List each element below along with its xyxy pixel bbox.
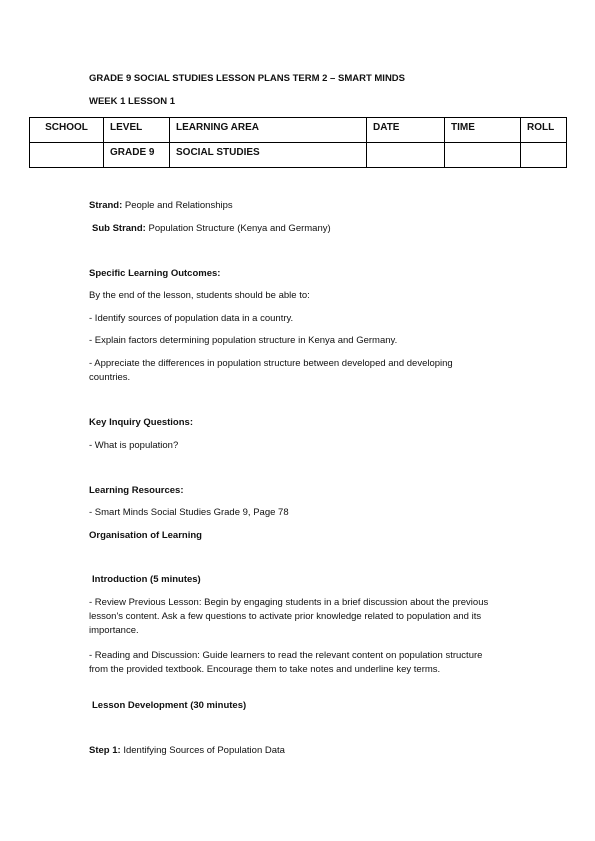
introduction-item: - Reading and Discussion: Guide learners to read the relevant content on population structure from the provided textbook. Encourage them to take notes and underline key terms.	[89, 650, 483, 675]
sub-strand-value: Population Structure (Kenya and Germany)	[145, 223, 331, 234]
strand-value: People and Relationships	[122, 200, 233, 211]
inquiry-item: - What is population?	[89, 440, 179, 451]
lesson-info-table	[29, 117, 567, 168]
outcomes-heading: Specific Learning Outcomes:	[89, 268, 221, 279]
table-header-cell: LEVEL	[104, 118, 170, 143]
organisation-heading: Organisation of Learning	[89, 530, 202, 541]
table-cell	[367, 143, 445, 168]
strand-label: Strand:	[89, 200, 123, 211]
table-cell: SOCIAL STUDIES	[170, 143, 367, 168]
outcome-item: - Explain factors determining population structure in Kenya and Germany.	[89, 335, 398, 346]
sub-strand-label: Sub Strand:	[92, 223, 146, 234]
table-row	[30, 143, 567, 168]
table-cell	[30, 143, 104, 168]
table-cell	[521, 143, 567, 168]
table-header-cell: LEARNING AREA	[170, 118, 367, 143]
week-lesson-label: WEEK 1 LESSON 1	[89, 96, 176, 107]
outcomes-intro: By the end of the lesson, students should be able to:	[89, 290, 310, 301]
resource-item: - Smart Minds Social Studies Grade 9, Page 78	[89, 507, 289, 518]
document-title: GRADE 9 SOCIAL STUDIES LESSON PLANS TERM 2 – SMART MINDS	[89, 73, 406, 84]
strand-line	[89, 200, 233, 211]
introduction-item: - Review Previous Lesson: Begin by engaging students in a brief discussion about the previous lesson's content. Ask a few questions to activate prior knowledge related to population and its importance.	[89, 597, 489, 636]
outcome-item: - Identify sources of population data in a country.	[89, 313, 294, 324]
table-header-row	[30, 118, 567, 143]
table-cell: GRADE 9	[104, 143, 170, 168]
table-header-cell: SCHOOL	[30, 118, 104, 143]
step-value: Identifying Sources of Population Data	[120, 745, 285, 756]
outcome-item: - Appreciate the differences in population structure between developed and developing countries.	[89, 358, 453, 383]
table-header-cell: DATE	[367, 118, 445, 143]
development-heading: Lesson Development (30 minutes)	[92, 700, 247, 711]
sub-strand-line	[92, 223, 331, 234]
table-header-cell: TIME	[445, 118, 521, 143]
resources-heading: Learning Resources:	[89, 485, 184, 496]
introduction-heading: Introduction (5 minutes)	[92, 574, 201, 585]
table-cell	[445, 143, 521, 168]
table-header-cell: ROLL	[521, 118, 567, 143]
step-label: Step 1:	[89, 745, 121, 756]
inquiry-heading: Key Inquiry Questions:	[89, 417, 193, 428]
step-line	[89, 745, 285, 756]
